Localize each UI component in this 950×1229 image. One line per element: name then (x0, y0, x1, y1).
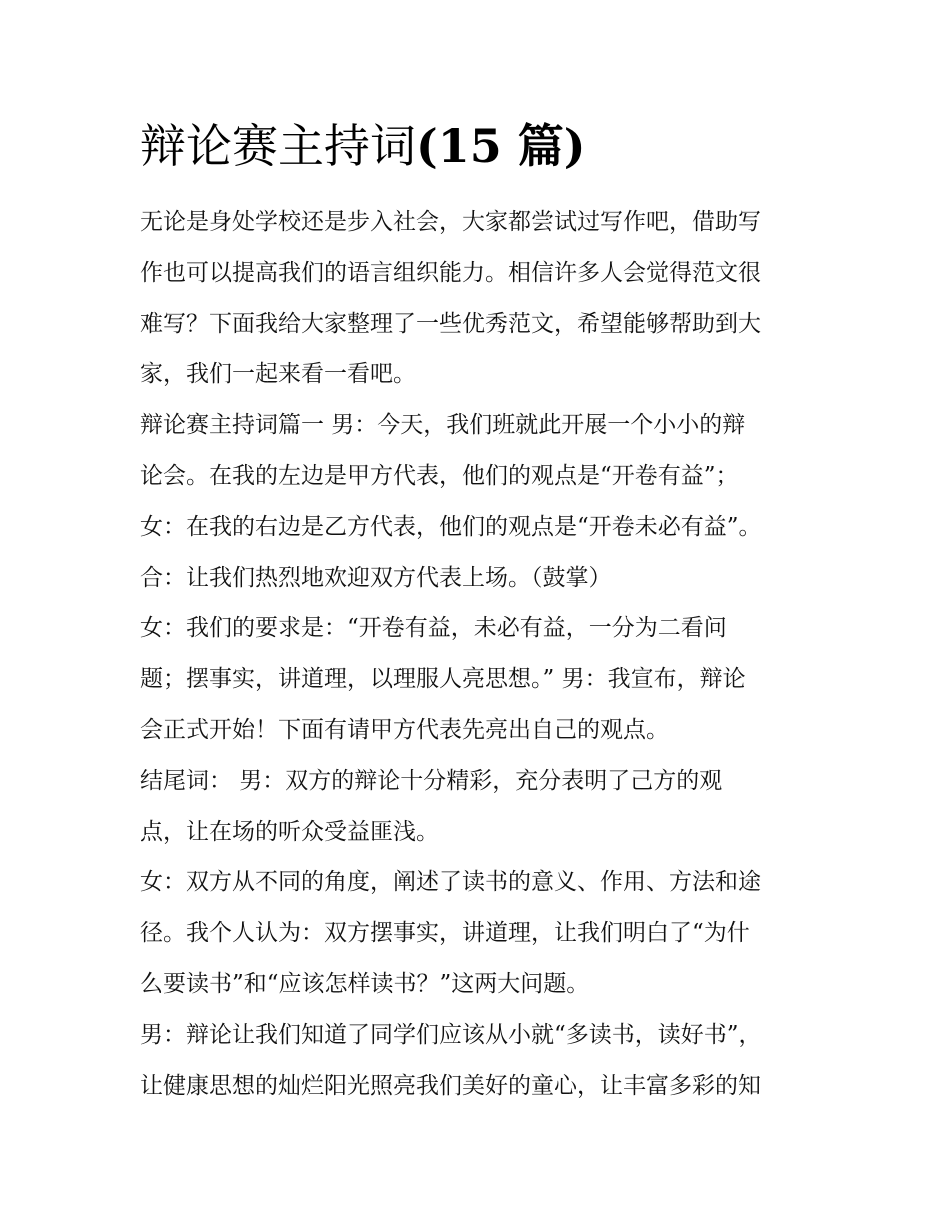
body-line: 径。我个人认为：双方摆事实，讲道理，让我们明白了“为什 (140, 920, 750, 947)
body-line: 题；摆事实，讲道理，以理服人亮思想。” 男：我宣布，辩论 (140, 666, 746, 693)
body-line: 点，让在场的听众受益匪浅。 (140, 818, 439, 845)
body-line: 女：我们的要求是：“开卷有益，未必有益，一分为二看问 (140, 615, 727, 642)
document-body (140, 197, 820, 1111)
body-line: 家，我们一起来看一看吧。 (140, 361, 416, 388)
body-line: 女：在我的右边是乙方代表，他们的观点是“开卷未必有益”。 (140, 513, 762, 540)
body-line: 作也可以提高我们的语言组织能力。相信许多人会觉得范文很 (140, 259, 761, 286)
body-line: 么要读书”和“应该怎样读书？”这两大问题。 (140, 970, 590, 997)
body-line: 论会。在我的左边是甲方代表，他们的观点是“开卷有益”； (140, 462, 739, 489)
body-line: 男：辩论让我们知道了同学们应该从小就“多读书，读好书”， (140, 1021, 762, 1048)
body-line: 女：双方从不同的角度，阐述了读书的意义、作用、方法和途 (140, 869, 761, 896)
body-line: 辩论赛主持词篇一 男：今天，我们班就此开展一个小小的辩 (140, 412, 746, 439)
body-line: 让健康思想的灿烂阳光照亮我们美好的童心，让丰富多彩的知 (140, 1072, 761, 1099)
body-line: 合：让我们热烈地欢迎双方代表上场。（鼓掌） (140, 564, 612, 591)
body-line: 难写？下面我给大家整理了一些优秀范文，希望能够帮助到大 (140, 310, 761, 337)
document-title-main: 辩论赛主持词 (140, 119, 416, 173)
document-title-count: (15 篇) (416, 119, 586, 173)
body-line: 无论是身处学校还是步入社会，大家都尝试过写作吧，借助写 (140, 209, 761, 235)
body-line: 会正式开始！下面有请甲方代表先亮出自己的观点。 (140, 716, 669, 743)
document-title (140, 114, 586, 178)
body-line: 结尾词： 男：双方的辩论十分精彩，充分表明了己方的观 (140, 767, 723, 794)
